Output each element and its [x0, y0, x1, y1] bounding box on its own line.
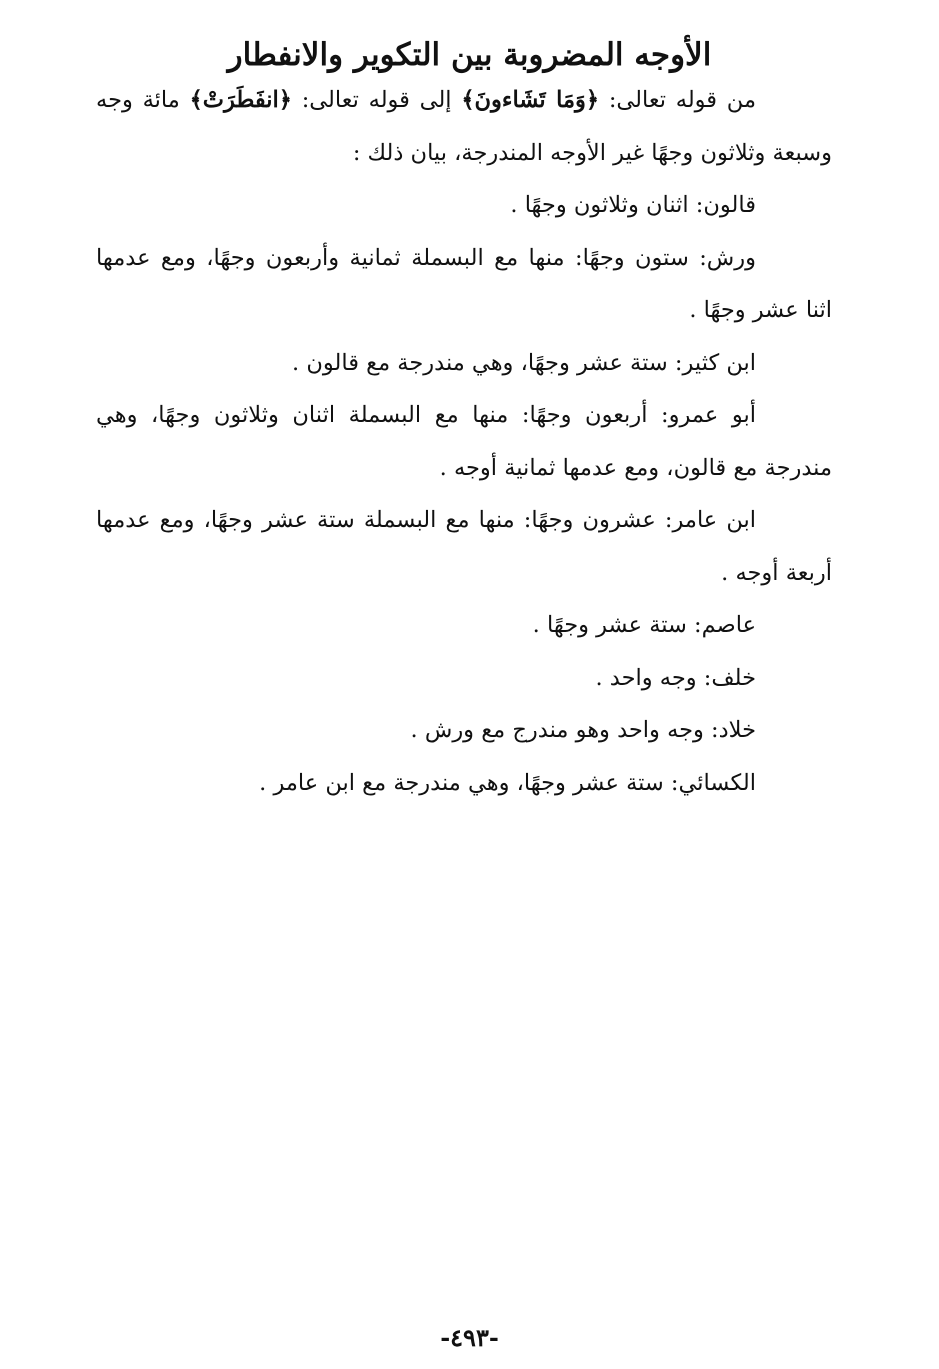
- verse-start: ﴿وَمَا تَشَاءونَ﴾: [461, 87, 600, 113]
- reader-khallad: خلاد: وجه واحد وهو مندرج مع ورش .: [410, 717, 756, 743]
- verse-end: ﴿انفَطَرَتْ﴾: [189, 87, 292, 113]
- reader-abu-amr: أبو عمرو: أربعون وجهًا: منها مع البسملة اثنان وثلاثون وجهًا، وهي مندرجة مع قالون، ومع عدمها ثمانية أوجه .: [96, 402, 832, 481]
- intro-middle: إلى قوله تعالى:: [291, 87, 462, 113]
- reader-kisai: الكسائي: ستة عشر وجهًا، وهي مندرجة مع ابن عامر .: [259, 769, 756, 796]
- page-number: -٤٩٣-: [440, 1323, 499, 1352]
- page-title: الأوجه المضروبة بين التكوير والانفطار: [227, 36, 712, 73]
- intro-paragraph: [96, 74, 832, 179]
- intro-prefix: من قوله تعالى:: [599, 87, 756, 113]
- reader-khalaf: خلف: وجه واحد .: [595, 664, 756, 691]
- reader-ibn-amir: ابن عامر: عشرون وجهًا: منها مع البسملة ستة عشر وجهًا، ومع عدمها أربعة أوجه .: [96, 507, 832, 586]
- reader-qalun: قالون: اثنان وثلاثون وجهًا .: [510, 192, 756, 218]
- reader-warsh: ورش: ستون وجهًا: منها مع البسملة ثمانية وأربعون وجهًا، ومع عدمها اثنا عشر وجهًا .: [96, 244, 832, 323]
- intro-suffix: مائة وجه وسبعة وثلاثون وجهًا غير الأوجه المندرجة، بيان ذلك :: [96, 87, 832, 166]
- reader-ibn-kathir: ابن كثير: ستة عشر وجهًا، وهي مندرجة مع قالون .: [292, 349, 756, 376]
- body-text: [96, 74, 832, 809]
- reader-asim: عاصم: ستة عشر وجهًا .: [532, 612, 756, 638]
